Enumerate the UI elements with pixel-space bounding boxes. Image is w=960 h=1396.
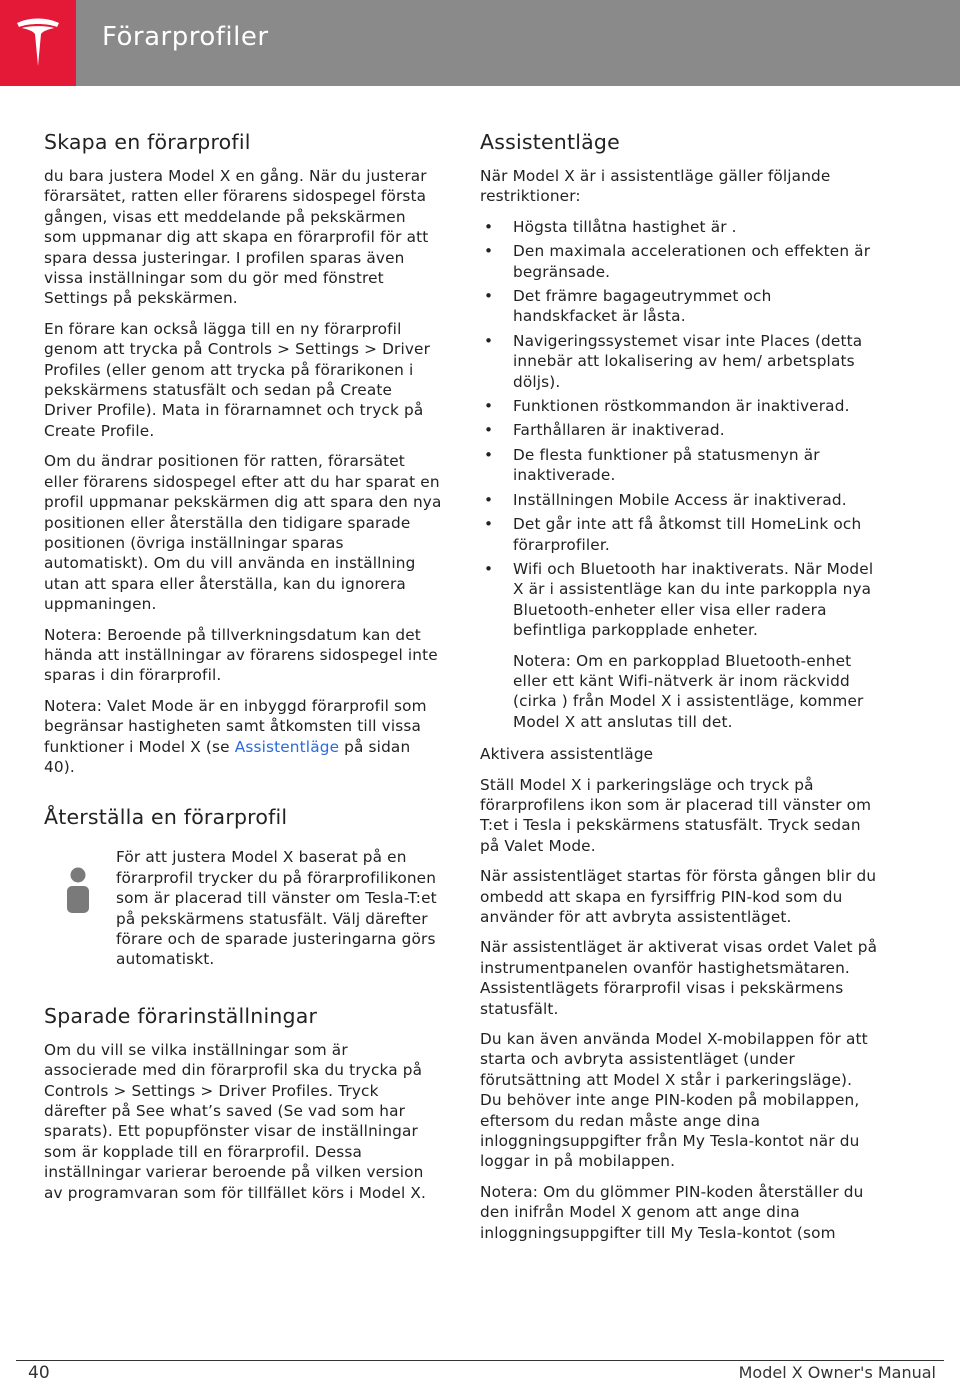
- list-item: [480, 559, 878, 732]
- note-paragraph: Notera: Om du glömmer PIN-koden återställer du den inifrån Model X genom att ange dina inloggningsuppgifter till My Tesla-kontot (som: [480, 1182, 864, 1242]
- list-item-text: Funktionen röstkommandon är inaktiverad.: [513, 397, 850, 416]
- paragraph: du bara justera Model X en gång. När du justerar förarsätet, ratten eller förarens sidospegel första gången, visas ett meddelande på pekskärmen som uppmanar dig att skapa en förarprofil för att spara dessa justeringar. I profilen sparas även vissa inställningar som du gör med fönstret Settings på pekskärmen.: [44, 167, 429, 308]
- list-item-text: Inställningen Mobile Access är inaktiverad.: [513, 490, 847, 509]
- list-item: [480, 445, 878, 486]
- manual-title: Model X Owner's Manual: [738, 1363, 936, 1382]
- heading-valet-mode: Assistentläge: [480, 130, 620, 154]
- list-item-text: Wifi och Bluetooth har inaktiverats. När Model X är i assistentläge kan du inte parkoppla nya Bluetooth-enheter eller visa eller radera befintliga parkopplade enheter.: [513, 559, 874, 640]
- logo-box: [0, 0, 76, 86]
- note-paragraph: [44, 696, 442, 778]
- bullet-icon: •: [484, 515, 494, 534]
- list-item: [480, 514, 878, 555]
- restore-profile-note: [44, 847, 442, 969]
- bullet-note: Notera: Om en parkopplad Bluetooth-enhet eller ett känt Wifi-nätverk är inom räckvidd (cirka ) från Model X i assistentläge, kommer Model X att anslutas till det.: [513, 651, 864, 731]
- subheading-activate: Aktivera assistentläge: [480, 745, 654, 764]
- bullet-icon: •: [484, 445, 494, 464]
- list-item: [480, 396, 878, 416]
- bullet-icon: •: [484, 490, 494, 509]
- link-assistentlage[interactable]: Assistentläge: [234, 737, 340, 756]
- footer-divider: [16, 1360, 944, 1361]
- page-title: Förarprofiler: [102, 22, 269, 52]
- note-paragraph: Notera: Beroende på tillverkningsdatum kan det hända att inställningar av förarens sidospegel inte sparas i din förarprofil.: [44, 625, 438, 685]
- restriction-list: [480, 217, 878, 732]
- page-number: 40: [28, 1363, 50, 1383]
- paragraph: Ställ Model X i parkeringsläge och tryck på förarprofilens ikon som är placerad till vänster om T:et i Tesla i pekskärmens statusfält. Tryck sedan på Valet Mode.: [480, 775, 872, 855]
- driver-profile-icon: [66, 867, 90, 915]
- heading-saved-settings: Sparade förarinställningar: [44, 1003, 318, 1028]
- paragraph: När assistentläget är aktiverat visas ordet Valet på instrumentpanelen ovanför hastighetsmätaren. Assistentlägets förarprofil visas i pekskärmens statusfält.: [480, 938, 878, 1018]
- note-text: på sidan 40).: [44, 737, 411, 776]
- list-item: [480, 331, 878, 392]
- list-item-text: Navigeringssystemet visar inte Places (detta innebär att lokalisering av hem/ arbetsplats döljs).: [513, 331, 863, 391]
- bullet-icon: •: [484, 397, 494, 416]
- bullet-icon: •: [484, 331, 494, 350]
- paragraph: Om du vill se vilka inställningar som är associerade med din förarprofil ska du trycka på Controls > Settings > Driver Profiles. Tryck därefter på See what’s saved (Se vad som har sparats). Ett popupfönster visar de inställningar som är kopplade till en förarprofil. Dessa inställningar varierar beroende på vilken version av programvaran som för tillfället körs i Model X.: [44, 1040, 427, 1202]
- list-item-text: De flesta funktioner på statusmenyn är inaktiverade.: [513, 445, 820, 485]
- bullet-icon: •: [484, 421, 494, 440]
- bullet-icon: •: [484, 217, 494, 236]
- paragraph: När assistentläget startas för första gången blir du ombedd att skapa en fyrsiffrig PIN-kod som du använder för att avbryta assistentläget.: [480, 867, 877, 926]
- heading-create-profile: Skapa en förarprofil: [44, 130, 251, 154]
- list-item: [480, 286, 878, 327]
- list-item-text: Det går inte att få åtkomst till HomeLink och förarprofiler.: [513, 515, 862, 554]
- paragraph: När Model X är i assistentläge gäller följande restriktioner:: [480, 167, 831, 206]
- list-item-text: Den maximala accelerationen och effekten är begränsade.: [513, 242, 871, 281]
- list-item-text: Farthållaren är inaktiverad.: [513, 421, 725, 440]
- paragraph: Om du ändrar positionen för ratten, förarsätet eller förarens sidospegel efter att du har sparat en profil uppmanar pekskärmen dig att spara den nya positionen eller återställa den tidigare sparade positionen (övriga inställningar sparas automatiskt). Om du vill använda en inställning utan att spara eller återställa, kan du ignorera uppmaningen.: [44, 452, 442, 614]
- list-item: [480, 241, 878, 282]
- paragraph: En förare kan också lägga till en ny förarprofil genom att trycka på Controls > Settings > Driver Profiles (eller genom att trycka på förarikonen i pekskärmens statusfält och sedan på Create Driver Profile). Mata in förarnamnet och tryck på Create Profile.: [44, 319, 431, 440]
- heading-restore-profile: Återställa en förarprofil: [44, 805, 288, 830]
- list-item: [480, 490, 878, 510]
- right-column: [480, 130, 878, 1253]
- page-header: [0, 0, 960, 86]
- list-item: [480, 420, 878, 440]
- paragraph: För att justera Model X baserat på en förarprofil trycker du på förarprofilikonen som är placerad till vänster om Tesla-T:et på pekskärmens statusfält. Välj därefter förare och de sparade justeringarna görs automatiskt.: [116, 848, 437, 969]
- bullet-icon: •: [484, 242, 494, 261]
- bullet-icon: •: [484, 287, 494, 306]
- left-column: [44, 130, 442, 1213]
- paragraph: Du kan även använda Model X-mobilappen för att starta och avbryta assistentläget (under förutsättning att Model X står i parkeringsläge). Du behöver inte ange PIN-koden på mobilappen, eftersom du redan måste ange dina inloggningsuppgifter från My Tesla-kontot när du loggar in på mobilappen.: [480, 1030, 868, 1171]
- bullet-icon: •: [484, 559, 494, 578]
- list-item-text: Högsta tillåtna hastighet är .: [513, 217, 737, 236]
- list-item: [480, 217, 878, 237]
- note-text: Notera: Valet Mode är en inbyggd förarprofil som begränsar hastigheten samt åtkomsten till vissa funktioner i Model X (se: [44, 696, 427, 756]
- tesla-logo-icon: [14, 16, 62, 70]
- list-item-text: Det främre bagageutrymmet och handskfacket är låsta.: [513, 287, 772, 326]
